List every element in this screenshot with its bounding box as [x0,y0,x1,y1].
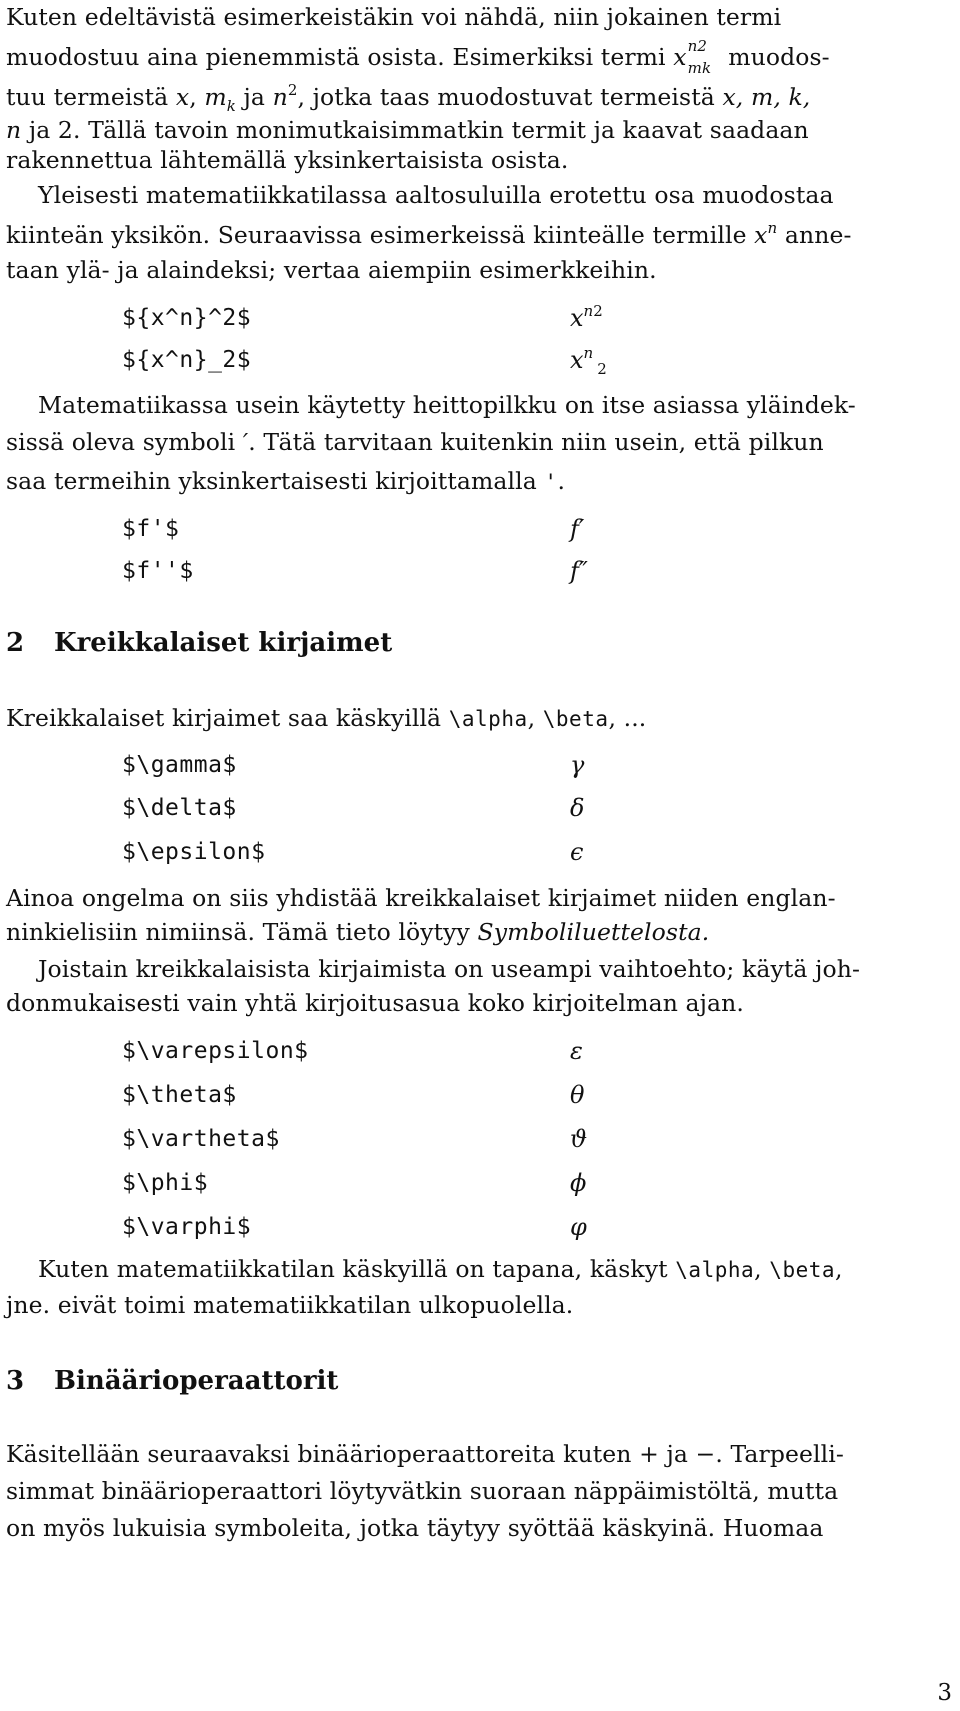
plus-operator: + [639,1440,659,1468]
section-heading-3 [6,1365,338,1397]
section-number: 3 [6,1366,25,1396]
example-render-theta [570,1080,584,1110]
example-code-phi [122,1168,208,1198]
math-x-sup-n [754,221,777,249]
paragraph-6-line-2 [6,1290,956,1320]
example-render-x-n-squared [570,303,603,333]
greek-letter: ϕ [570,1169,587,1197]
paragraph-1-line-4 [6,115,956,145]
math-superscript: 2 [287,81,298,99]
text-run: Kuten matematiikkatilan käskyillä on tapana, käskyt [38,1255,668,1283]
text-run: Kreikkalaiset kirjaimet saa käskyillä [6,704,442,732]
text-run: muodos- [728,43,830,71]
math-x: x [175,83,190,111]
section-heading-2 [6,627,392,659]
text-run: . Tarpeelli- [715,1440,844,1468]
paragraph-1-line-5 [6,145,956,175]
text-run: Yleisesti matematiikkatilassa aaltosuluilla erotettu osa muodostaa [38,181,834,209]
text-run: , [835,1255,843,1283]
math-list: x, m, k, [722,83,811,111]
math-text: f″ [570,557,588,585]
greek-letter: ϵ [570,838,584,866]
paragraph-6-line-1 [38,1254,956,1285]
math-x-sub-mk-sup-n2 [673,37,720,77]
text-run: Matematiikassa usein käytetty heittopilkku on itse asiassa yläindek- [38,391,856,419]
example-code-varepsilon [122,1036,309,1066]
math-n-squared [273,83,298,111]
math-base: x [754,221,768,249]
text-run: on myös lukuisia symboleita, jotka täytyy syöttää käskyinä. Huomaa [6,1514,824,1542]
comma: , [189,83,205,111]
math-subscript: k [226,97,236,115]
separator: , [754,1255,762,1283]
math-scripts [687,37,721,77]
math-m-sub-k [204,83,236,115]
section-number: 2 [6,628,25,658]
text-run: anne- [784,221,852,249]
code-text: $f'$ [122,516,180,542]
page-number-text: 3 [937,1680,952,1706]
paragraph-2-line-2 [6,220,956,250]
text-run: saa termeihin yksinkertaisesti kirjoittamalla [6,467,537,495]
paragraph-5-line-3 [38,954,956,984]
paragraph-3-line-1 [38,390,956,420]
code-beta: \beta [542,707,609,731]
example-render-varepsilon [570,1036,583,1066]
greek-letter: ϑ [570,1125,588,1153]
math-base: n [272,83,288,111]
paragraph-7-line-1 [6,1439,956,1469]
example-render-f-double-prime [570,556,588,586]
example-render-phi [570,1168,586,1198]
math-subscript: 2 [597,360,607,378]
paragraph-5-line-2 [6,917,956,947]
sup-text: n2 [687,37,708,55]
code-text: $\varepsilon$ [122,1038,309,1064]
math-superscript: n [583,344,594,362]
greek-letter: ε [570,1037,583,1065]
text-run: kiinteän yksikön. Seuraavissa esimerkeissä kiinteälle termille [6,221,747,249]
example-code-epsilon [122,837,265,867]
paragraph-3-line-3 [6,466,956,497]
text-run: taan ylä- ja alaindeksi; vertaa aiempiin esimerkkeihin. [6,256,657,284]
code-text: $\varphi$ [122,1214,252,1240]
example-code-varphi [122,1212,251,1242]
paragraph-7-line-3 [6,1513,956,1543]
text-run: ja [243,83,266,111]
text-run: Ainoa ongelma on siis yhdistää kreikkalaiset kirjaimet niiden englan- [6,884,836,912]
code-alpha: \alpha [448,707,528,731]
paragraph-7-line-2 [6,1476,956,1506]
text-run: , ... [608,704,647,732]
code-text: $\epsilon$ [122,839,266,865]
math-n: n [6,116,22,144]
example-render-gamma [570,750,584,780]
text-run: . [557,467,566,495]
math-superscript: n [583,302,594,320]
example-code-vartheta [122,1124,280,1154]
math-base: x [570,346,584,374]
sub-text: mk [687,59,712,77]
text-run: tuu termeistä [6,83,169,111]
prime-symbol: ′ [242,428,249,456]
code-text: $\delta$ [122,795,237,821]
example-render-varphi [570,1212,587,1242]
paragraph-5-line-4 [6,988,956,1018]
text-run: ja [666,1440,688,1468]
math-subscript [688,61,712,76]
math-base: m [204,83,227,111]
text-run: Kuten edeltävistä esimerkeistäkin voi nähdä, niin jokainen termi [6,3,782,31]
paragraph-1-line-1 [6,2,956,32]
code-text: $\vartheta$ [122,1126,280,1152]
example-code-delta [122,793,237,823]
symbol-list-reference: Symboliluettelosta. [477,918,710,946]
text-run: . Tätä tarvitaan kuitenkin niin usein, että pilkun [248,428,824,456]
text-run: simmat binäärioperaattori löytyvätkin suoraan näppäimistöltä, mutta [6,1477,839,1505]
text-run: muodostuu aina pienemmistä osista. Esimerkiksi termi [6,43,666,71]
code-text: $\gamma$ [122,752,237,778]
code-text: $\phi$ [122,1170,209,1196]
example-render-vartheta [570,1124,587,1154]
text-run: Käsitellään seuraavaksi binäärioperaattoreita kuten [6,1440,632,1468]
example-render-delta [570,793,584,823]
greek-letter: φ [570,1213,587,1241]
greek-letter: θ [570,1081,585,1109]
text-run: ninkielisiin nimiinsä. Tämä tieto löytyy [6,918,470,946]
example-code-gamma [122,750,237,780]
math-base: x [570,304,584,332]
example-render-f-prime [570,514,584,544]
example-code-f-prime [122,514,179,544]
math-superscript: n [767,219,778,237]
text-run: ja 2. Tällä tavoin monimutkaisimmatkin termit ja kaavat saadaan [28,116,809,144]
text-run: sissä oleva symboli [6,428,236,456]
text-run: rakennettua lähtemällä yksinkertaisista osista. [6,146,569,174]
paragraph-1-line-3 [6,81,956,115]
example-render-epsilon [570,837,583,867]
code-text: ${x^n}_2$ [122,347,252,373]
example-render-x-n-sub-2 [570,344,607,378]
paragraph-2-line-1 [38,180,956,210]
example-code-x-n-squared [122,303,251,333]
example-code-f-double-prime [122,556,194,586]
code-text: $f''$ [122,558,194,584]
code-text: ${x^n}^2$ [122,305,252,331]
math-base: x [673,43,687,71]
text-run: jne. eivät toimi matematiikkatilan ulkopuolella. [6,1291,574,1319]
text-run: , jotka taas muodostuvat termeistä [297,83,715,111]
paragraph-4-line-1 [6,703,956,734]
minus-operator: − [695,1440,716,1468]
example-code-x-n-sub-2 [122,345,251,375]
text-run: Joistain kreikkalaisista kirjaimista on useampi vaihtoehto; käytä joh- [38,955,860,983]
paragraph-2-line-3 [6,255,956,285]
code-beta: \beta [769,1258,836,1282]
code-text: $\theta$ [122,1082,237,1108]
greek-letter: δ [570,794,585,822]
paragraph-1-line-2 [6,37,956,77]
section-title: Binäärioperaattorit [54,1366,339,1396]
paragraph-5-line-1 [6,883,956,913]
math-text: f′ [570,515,585,543]
apostrophe-code: ' [544,470,558,494]
code-alpha: \alpha [675,1258,755,1282]
math-superscript-outer: 2 [593,302,603,320]
greek-letter: γ [570,751,585,779]
page-number [937,1678,952,1708]
separator: , [527,704,536,732]
text-run: donmukaisesti vain yhtä kirjoitusasua koko kirjoitelman ajan. [6,989,744,1017]
paragraph-3-line-2 [6,427,956,457]
section-title: Kreikkalaiset kirjaimet [54,628,393,658]
example-code-theta [122,1080,237,1110]
math-superscript [688,39,707,54]
